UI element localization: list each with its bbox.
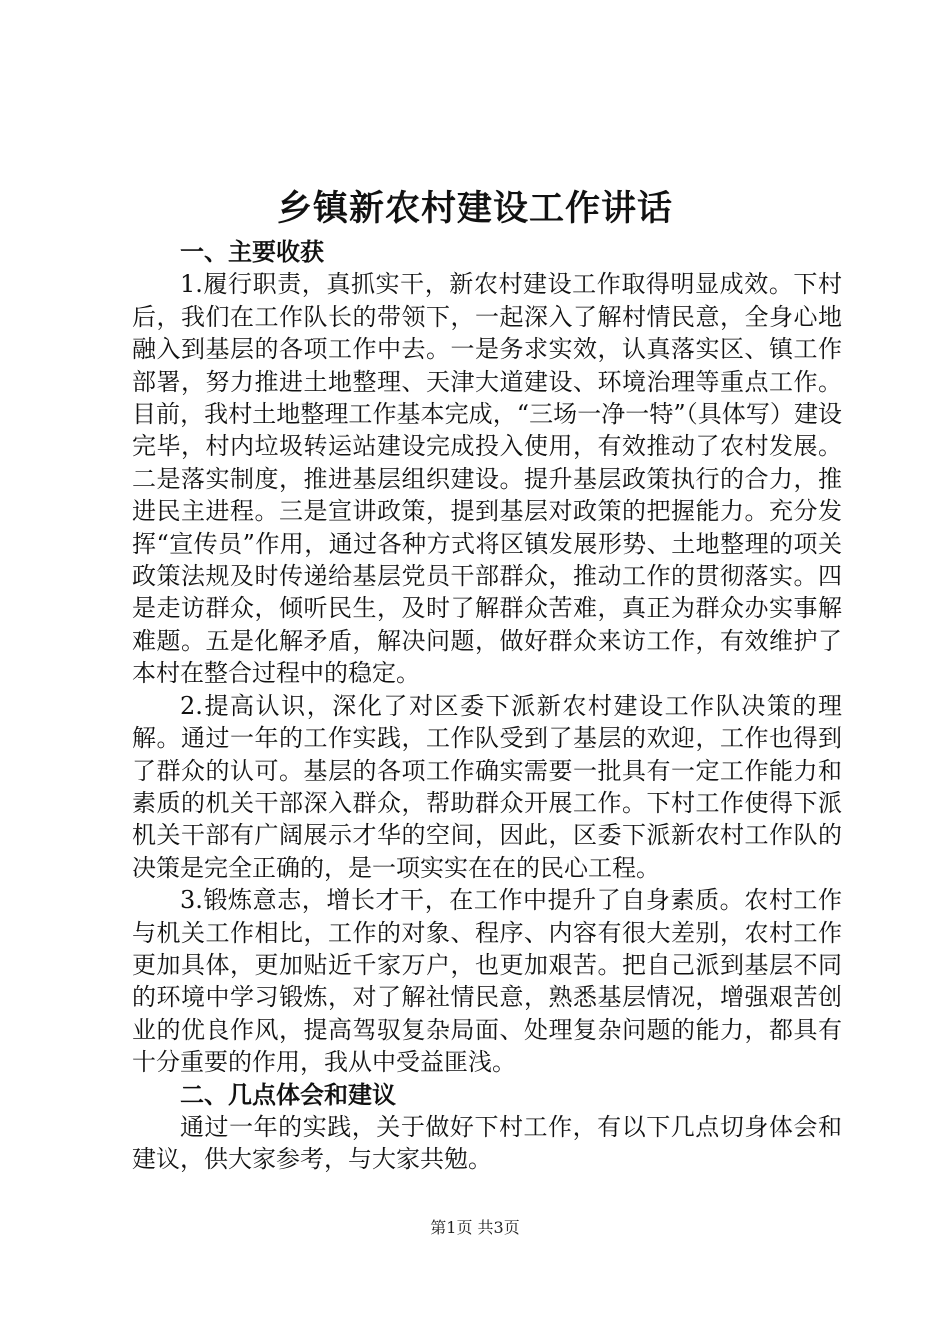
paragraph: 2.提高认识，深化了对区委下派新农村建设工作队决策的理解。通过一年的工作实践，工作队受到了基层的欢迎，工作也得到了群众的认可。基层的各项工作确实需要一批具有一定工作能力和素质的机关干部深入群众，帮助群众开展工作。下村工作使得下派机关干部有广阔展示才华的空间，因此，区委下派新农村工作队的决策是完全正确的，是一项实实在在的民心工程。: [132, 691, 842, 882]
page-footer: 第1页 共3页: [430, 1218, 520, 1237]
section-heading-main-gains: 一、主要收获: [180, 238, 324, 266]
document-title: 乡镇新农村建设工作讲话: [276, 189, 673, 229]
paragraph: 通过一年的实践，关于做好下村工作，有以下几点切身体会和建议，供大家参考，与大家共勉。: [132, 1112, 842, 1174]
section-heading-insights-suggestions: 二、几点体会和建议: [180, 1080, 396, 1109]
paragraph: 1.履行职责，真抓实干，新农村建设工作取得明显成效。下村后，我们在工作队长的带领下，一起深入了解村情民意，全身心地融入到基层的各项工作中去。一是务求实效，认真落实区、镇工作部署，努力推进土地整理、天津大道建设、环境治理等重点工作。目前，我村土地整理工作基本完成，“三场一净一特”（具体写）建设完毕，村内垃圾转运站建设完成投入使用，有效推动了农村发展。二是落实制度，推进基层组织建设。提升基层政策执行的合力，推进民主进程。三是宣讲政策，提到基层对政策的把握能力。充分发挥“宣传员”作用，通过各种方式将区镇发展形势、土地整理的项关政策法规及时传递给基层党员干部群众，推动工作的贯彻落实。四是走访群众，倾听民生，及时了解群众苦难，真正为群众办实事解难题。五是化解矛盾，解决问题，做好群众来访工作，有效维护了本村在整合过程中的稳定。: [132, 270, 842, 688]
paragraph: 3.锻炼意志，增长才干，在工作中提升了自身素质。农村工作与机关工作相比，工作的对象、程序、内容有很大差别，农村工作更加具体，更加贴近千家万户，也更加艰苦。把自己派到基层不同的环境中学习锻炼，对了解社情民意，熟悉基层情况，增强艰苦创业的优良作风，提高驾驭复杂局面、处理复杂问题的能力，都具有十分重要的作用，我从中受益匪浅。: [132, 886, 842, 1077]
document-body: [132, 236, 842, 1176]
